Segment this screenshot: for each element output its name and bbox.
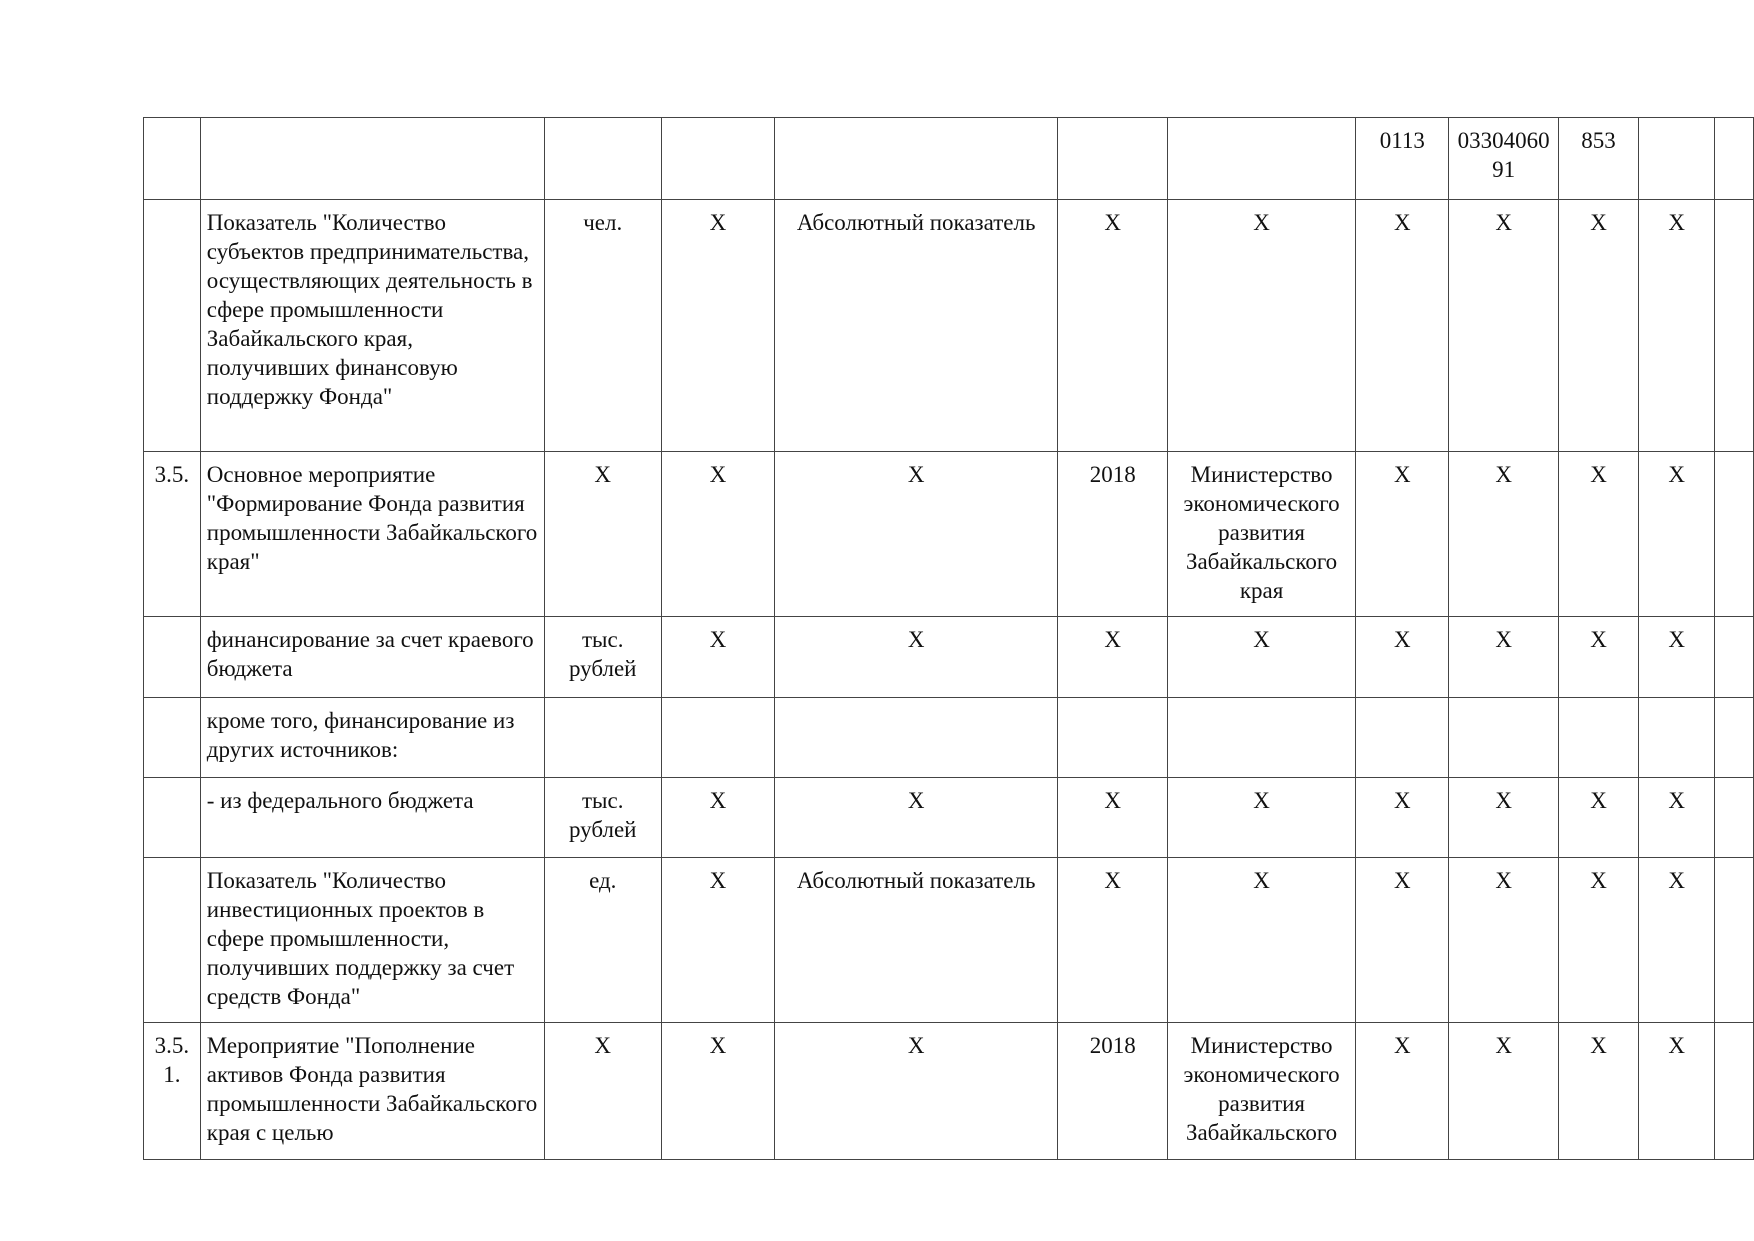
cell-year: 2018 bbox=[1058, 452, 1168, 617]
cell-c3: X bbox=[661, 200, 774, 452]
cell-num: 3.5. bbox=[144, 452, 201, 617]
cell-c11 bbox=[1715, 452, 1754, 617]
cell-unit: тыс. рублей bbox=[544, 778, 661, 858]
cell-c8: X bbox=[1449, 452, 1558, 617]
cell-c11 bbox=[1715, 778, 1754, 858]
table-row bbox=[144, 1023, 1754, 1160]
cell-num: 3.5.1. bbox=[144, 1023, 201, 1160]
cell-exec bbox=[1168, 698, 1356, 778]
cell-year: X bbox=[1058, 617, 1168, 698]
cell-c3 bbox=[661, 118, 774, 200]
cell-c10: X bbox=[1639, 200, 1715, 452]
cell-c7: X bbox=[1356, 858, 1449, 1023]
cell-c11 bbox=[1715, 200, 1754, 452]
cell-num bbox=[144, 617, 201, 698]
cell-num bbox=[144, 200, 201, 452]
cell-c7: X bbox=[1356, 617, 1449, 698]
cell-c10: X bbox=[1639, 1023, 1715, 1160]
cell-unit: X bbox=[544, 452, 661, 617]
table-row bbox=[144, 858, 1754, 1023]
cell-num bbox=[144, 118, 201, 200]
cell-c4: X bbox=[775, 617, 1058, 698]
cell-c3 bbox=[661, 698, 774, 778]
cell-c9: X bbox=[1558, 200, 1638, 452]
cell-name: Мероприятие "Пополнение активов Фонда развития промышленности Забайкальского края с целью bbox=[200, 1023, 544, 1160]
cell-c9: X bbox=[1558, 452, 1638, 617]
cell-c7: X bbox=[1356, 452, 1449, 617]
cell-c3: X bbox=[661, 858, 774, 1023]
cell-c4: X bbox=[775, 452, 1058, 617]
cell-c8: X bbox=[1449, 858, 1558, 1023]
cell-year bbox=[1058, 698, 1168, 778]
cell-c8: X bbox=[1449, 778, 1558, 858]
table-row bbox=[144, 118, 1754, 200]
cell-c10: X bbox=[1639, 617, 1715, 698]
cell-c3: X bbox=[661, 778, 774, 858]
cell-c9: X bbox=[1558, 1023, 1638, 1160]
cell-c9: X bbox=[1558, 778, 1638, 858]
cell-exec: Министерство экономического развития Забайкальского bbox=[1168, 1023, 1356, 1160]
cell-c9: X bbox=[1558, 617, 1638, 698]
cell-c4: Абсолютный показатель bbox=[775, 200, 1058, 452]
cell-c8: X bbox=[1449, 617, 1558, 698]
cell-c4: X bbox=[775, 778, 1058, 858]
table-row bbox=[144, 698, 1754, 778]
cell-c7: X bbox=[1356, 778, 1449, 858]
cell-c8 bbox=[1449, 698, 1558, 778]
cell-name: Показатель "Количество субъектов предпринимательства, осуществляющих деятельность в сфере промышленности Забайкальского края, получивших финансовую поддержку Фонда" bbox=[200, 200, 544, 452]
cell-c3: X bbox=[661, 1023, 774, 1160]
cell-c7: 0113 bbox=[1356, 118, 1449, 200]
cell-unit: тыс. рублей bbox=[544, 617, 661, 698]
cell-name: кроме того, финансирование из других источников: bbox=[200, 698, 544, 778]
cell-c11 bbox=[1715, 617, 1754, 698]
cell-unit: X bbox=[544, 1023, 661, 1160]
cell-num bbox=[144, 698, 201, 778]
cell-c7: X bbox=[1356, 1023, 1449, 1160]
cell-c4: Абсолютный показатель bbox=[775, 858, 1058, 1023]
cell-c10: X bbox=[1639, 858, 1715, 1023]
table-row bbox=[144, 617, 1754, 698]
cell-c11 bbox=[1715, 858, 1754, 1023]
cell-year: X bbox=[1058, 200, 1168, 452]
cell-c11 bbox=[1715, 1023, 1754, 1160]
cell-year: X bbox=[1058, 858, 1168, 1023]
cell-unit: чел. bbox=[544, 200, 661, 452]
cell-c4: X bbox=[775, 1023, 1058, 1160]
cell-name: финансирование за счет краевого бюджета bbox=[200, 617, 544, 698]
cell-year bbox=[1058, 118, 1168, 200]
cell-exec: X bbox=[1168, 617, 1356, 698]
cell-c3: X bbox=[661, 452, 774, 617]
cell-exec: X bbox=[1168, 858, 1356, 1023]
cell-c9 bbox=[1558, 698, 1638, 778]
cell-year: 2018 bbox=[1058, 1023, 1168, 1160]
table-row bbox=[144, 452, 1754, 617]
cell-name: Показатель "Количество инвестиционных проектов в сфере промышленности, получивших поддержку за счет средств Фонда" bbox=[200, 858, 544, 1023]
cell-c8: 0330406091 bbox=[1449, 118, 1558, 200]
cell-c9: X bbox=[1558, 858, 1638, 1023]
cell-unit bbox=[544, 118, 661, 200]
cell-c7: X bbox=[1356, 200, 1449, 452]
cell-exec: X bbox=[1168, 778, 1356, 858]
cell-c3: X bbox=[661, 617, 774, 698]
cell-c11 bbox=[1715, 118, 1754, 200]
cell-exec: X bbox=[1168, 200, 1356, 452]
cell-name bbox=[200, 118, 544, 200]
cell-year: X bbox=[1058, 778, 1168, 858]
cell-exec: Министерство экономического развития Забайкальского края bbox=[1168, 452, 1356, 617]
cell-c11 bbox=[1715, 698, 1754, 778]
cell-c8: X bbox=[1449, 1023, 1558, 1160]
cell-unit: ед. bbox=[544, 858, 661, 1023]
cell-unit bbox=[544, 698, 661, 778]
cell-num bbox=[144, 778, 201, 858]
program-table bbox=[143, 117, 1754, 1160]
table-row bbox=[144, 200, 1754, 452]
cell-exec bbox=[1168, 118, 1356, 200]
cell-c10: X bbox=[1639, 452, 1715, 617]
cell-c8: X bbox=[1449, 200, 1558, 452]
cell-name: Основное мероприятие "Формирование Фонда развития промышленности Забайкальского края" bbox=[200, 452, 544, 617]
cell-c4 bbox=[775, 698, 1058, 778]
table-row bbox=[144, 778, 1754, 858]
cell-c7 bbox=[1356, 698, 1449, 778]
cell-c10 bbox=[1639, 698, 1715, 778]
cell-c4 bbox=[775, 118, 1058, 200]
cell-c10 bbox=[1639, 118, 1715, 200]
cell-name: - из федерального бюджета bbox=[200, 778, 544, 858]
cell-num bbox=[144, 858, 201, 1023]
cell-c9: 853 bbox=[1558, 118, 1638, 200]
cell-c10: X bbox=[1639, 778, 1715, 858]
